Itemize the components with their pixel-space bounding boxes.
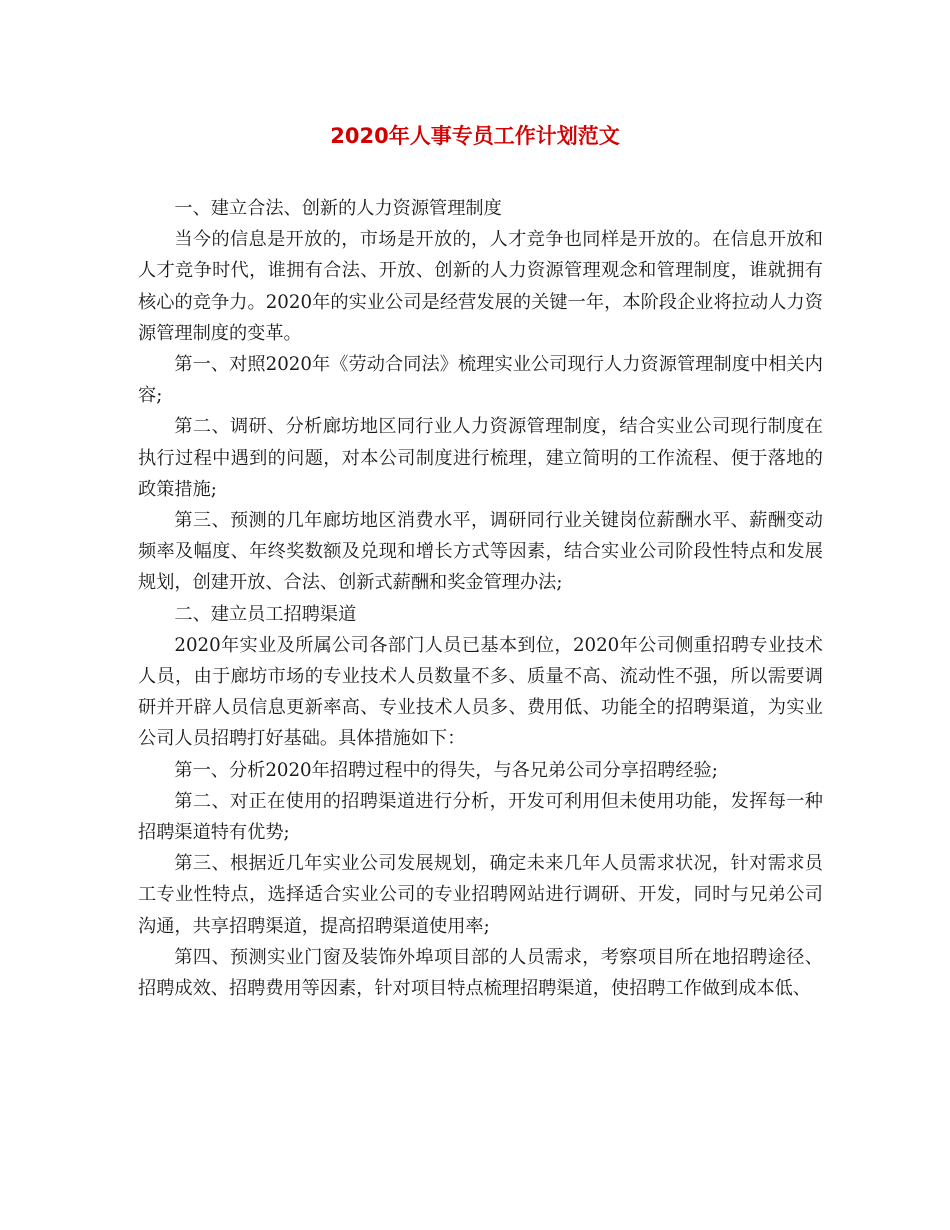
paragraph: 第一、分析2020年招聘过程中的得失，与各兄弟公司分享招聘经验; (174, 759, 718, 781)
paragraph: 一、建立合法、创新的人力资源管理制度 (174, 198, 502, 219)
document-body (138, 193, 823, 1004)
paragraph: 第一、对照2020年《劳动合同法》梳理实业公司现行人力资源管理制度中相关内容; (138, 354, 823, 407)
paragraph: 当今的信息是开放的，市场是开放的，人才竞争也同样是开放的。在信息开放和人才竞争时代，谁拥有合法、开放、创新的人力资源管理观念和管理制度，谁就拥有核心的竞争力。2020年的实业公司是经营发展的关键一年，本阶段企业将拉动人力资源管理制度的变革。 (138, 229, 823, 344)
paragraph: 第二、对正在使用的招聘渠道进行分析，开发可利用但未使用功能，发挥每一种招聘渠道特有优势; (138, 790, 823, 844)
paragraph: 2020年实业及所属公司各部门人员已基本到位，2020年公司侧重招聘专业技术人员，由于廊坊市场的专业技术人员数量不多、质量不高、流动性不强，所以需要调研并开辟人员信息更新率高、专业技术人员多、费用低、功能全的招聘渠道，为实业公司人员招聘打好基础。具体措施如下： (138, 634, 823, 750)
paragraph: 二、建立员工招聘渠道 (174, 603, 357, 625)
document-title: 2020年人事专员工作计划范文 (330, 124, 620, 148)
paragraph: 第三、预测的几年廊坊地区消费水平，调研同行业关键岗位薪酬水平、薪酬变动频率及幅度、年终奖数额及兑现和增长方式等因素，结合实业公司阶段性特点和发展规划，创建开放、合法、创新式薪酬和奖金管理办法; (138, 510, 823, 594)
paragraph: 第四、预测实业门窗及装饰外埠项目部的人员需求，考察项目所在地招聘途径、招聘成效、招聘费用等因素，针对项目特点梳理招聘渠道，使招聘工作做到成本低、 (138, 946, 823, 1000)
paragraph: 第三、根据近几年实业公司发展规划，确定未来几年人员需求状况，针对需求员工专业性特点，选择适合实业公司的专业招聘网站进行调研、开发，同时与兄弟公司沟通，共享招聘渠道，提高招聘渠道使用率; (138, 853, 823, 937)
paragraph: 第二、调研、分析廊坊地区同行业人力资源管理制度，结合实业公司现行制度在执行过程中遇到的问题，对本公司制度进行梳理，建立简明的工作流程、便于落地的政策措施; (138, 416, 823, 500)
